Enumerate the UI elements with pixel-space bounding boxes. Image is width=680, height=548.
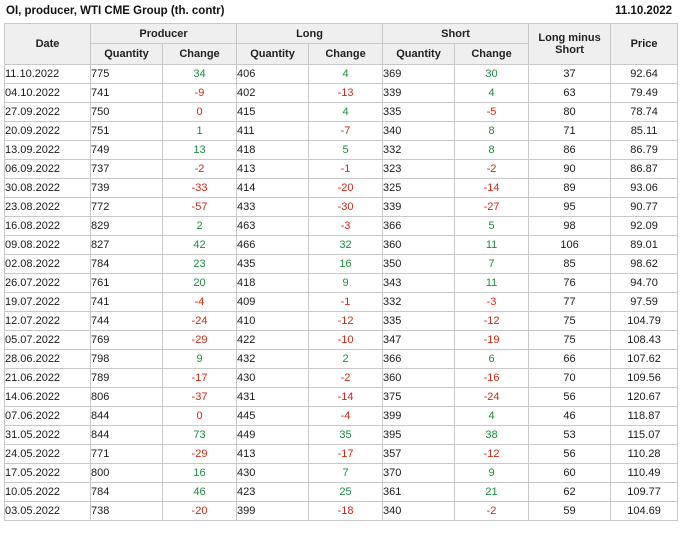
cell-long-quantity: 402: [237, 84, 309, 103]
cell-date: 13.09.2022: [5, 141, 91, 160]
cell-producer-quantity: 827: [91, 236, 163, 255]
cell-short-change: 7: [455, 255, 529, 274]
cell-producer-change: -37: [163, 388, 237, 407]
cell-short-change: -16: [455, 369, 529, 388]
cell-long-minus-short: 95: [529, 198, 611, 217]
report-header: [0, 0, 680, 23]
cell-short-change: 38: [455, 426, 529, 445]
cell-date: 11.10.2022: [5, 65, 91, 84]
cell-date: 30.08.2022: [5, 179, 91, 198]
cell-long-quantity: 422: [237, 331, 309, 350]
cell-long-change: 7: [309, 464, 383, 483]
cell-date: 23.08.2022: [5, 198, 91, 217]
cell-producer-change: -17: [163, 369, 237, 388]
cell-producer-change: 73: [163, 426, 237, 445]
table-header: [5, 24, 678, 65]
cell-producer-quantity: 749: [91, 141, 163, 160]
cell-short-change: 8: [455, 122, 529, 141]
cell-long-quantity: 466: [237, 236, 309, 255]
cell-long-minus-short: 85: [529, 255, 611, 274]
cell-long-quantity: 432: [237, 350, 309, 369]
table-row: [5, 312, 678, 331]
table-row: [5, 122, 678, 141]
cell-producer-change: -9: [163, 84, 237, 103]
cell-long-change: 32: [309, 236, 383, 255]
cell-price: 110.49: [611, 464, 678, 483]
cell-short-quantity: 399: [383, 407, 455, 426]
table-row: [5, 464, 678, 483]
column-group-long: Long: [237, 24, 383, 44]
cell-producer-change: 46: [163, 483, 237, 502]
column-header-producer-change: Change: [163, 44, 237, 65]
column-header-short-change: Change: [455, 44, 529, 65]
cell-producer-change: -2: [163, 160, 237, 179]
cell-producer-quantity: 844: [91, 426, 163, 445]
cell-long-minus-short: 70: [529, 369, 611, 388]
cell-date: 24.05.2022: [5, 445, 91, 464]
cell-price: 110.28: [611, 445, 678, 464]
cell-long-minus-short: 46: [529, 407, 611, 426]
cell-long-change: -1: [309, 293, 383, 312]
table-row: [5, 255, 678, 274]
cell-short-quantity: 395: [383, 426, 455, 445]
cell-short-change: 21: [455, 483, 529, 502]
cell-short-change: -2: [455, 160, 529, 179]
cell-long-minus-short: 59: [529, 502, 611, 521]
cell-long-quantity: 431: [237, 388, 309, 407]
cell-long-quantity: 449: [237, 426, 309, 445]
cell-price: 86.87: [611, 160, 678, 179]
column-header-long-change: Change: [309, 44, 383, 65]
cell-date: 12.07.2022: [5, 312, 91, 331]
cell-producer-change: -57: [163, 198, 237, 217]
table-row: [5, 426, 678, 445]
cell-long-change: 4: [309, 65, 383, 84]
cell-date: 09.08.2022: [5, 236, 91, 255]
cell-long-change: -20: [309, 179, 383, 198]
cell-long-minus-short: 56: [529, 388, 611, 407]
cell-short-change: -12: [455, 445, 529, 464]
cell-producer-quantity: 775: [91, 65, 163, 84]
cell-short-change: 8: [455, 141, 529, 160]
cell-short-quantity: 335: [383, 103, 455, 122]
cell-short-change: -12: [455, 312, 529, 331]
cell-price: 78.74: [611, 103, 678, 122]
cell-producer-change: -33: [163, 179, 237, 198]
cell-short-quantity: 347: [383, 331, 455, 350]
cell-long-change: -10: [309, 331, 383, 350]
report-date: 11.10.2022: [615, 5, 672, 17]
cell-long-minus-short: 37: [529, 65, 611, 84]
cell-producer-quantity: 789: [91, 369, 163, 388]
table-body: [5, 65, 678, 521]
cell-producer-quantity: 744: [91, 312, 163, 331]
table-row: [5, 103, 678, 122]
cell-short-change: -5: [455, 103, 529, 122]
cell-producer-change: 0: [163, 103, 237, 122]
cell-date: 10.05.2022: [5, 483, 91, 502]
cell-producer-change: 20: [163, 274, 237, 293]
cell-long-quantity: 413: [237, 160, 309, 179]
cell-price: 85.11: [611, 122, 678, 141]
cell-long-change: 25: [309, 483, 383, 502]
cell-long-quantity: 463: [237, 217, 309, 236]
column-header-long-minus-short: Long minus Short: [529, 24, 611, 65]
cell-long-change: -18: [309, 502, 383, 521]
table-row: [5, 331, 678, 350]
cell-producer-quantity: 798: [91, 350, 163, 369]
cell-date: 19.07.2022: [5, 293, 91, 312]
cell-date: 04.10.2022: [5, 84, 91, 103]
cell-short-quantity: 340: [383, 502, 455, 521]
column-header-long-quantity: Quantity: [237, 44, 309, 65]
cell-producer-change: 2: [163, 217, 237, 236]
cell-long-quantity: 423: [237, 483, 309, 502]
cell-long-minus-short: 89: [529, 179, 611, 198]
cell-price: 115.07: [611, 426, 678, 445]
cell-producer-change: -24: [163, 312, 237, 331]
table-row: [5, 293, 678, 312]
cell-short-quantity: 357: [383, 445, 455, 464]
table-row: [5, 84, 678, 103]
cell-long-minus-short: 75: [529, 331, 611, 350]
cell-long-quantity: 409: [237, 293, 309, 312]
cell-long-change: -30: [309, 198, 383, 217]
cell-long-quantity: 411: [237, 122, 309, 141]
cell-price: 90.77: [611, 198, 678, 217]
cell-short-quantity: 360: [383, 236, 455, 255]
cell-short-change: 11: [455, 236, 529, 255]
cell-producer-quantity: 751: [91, 122, 163, 141]
cell-date: 21.06.2022: [5, 369, 91, 388]
cell-date: 06.09.2022: [5, 160, 91, 179]
cell-short-quantity: 332: [383, 141, 455, 160]
cell-producer-quantity: 844: [91, 407, 163, 426]
table-row: [5, 407, 678, 426]
open-interest-table: [4, 23, 678, 521]
cell-long-change: -2: [309, 369, 383, 388]
cell-producer-change: 1: [163, 122, 237, 141]
cell-long-change: 5: [309, 141, 383, 160]
page-title: OI, producer, WTI CME Group (th. contr): [6, 5, 225, 17]
cell-date: 27.09.2022: [5, 103, 91, 122]
cell-date: 05.07.2022: [5, 331, 91, 350]
cell-long-quantity: 399: [237, 502, 309, 521]
table-row: [5, 160, 678, 179]
table-row: [5, 217, 678, 236]
cell-long-quantity: 435: [237, 255, 309, 274]
cell-price: 108.43: [611, 331, 678, 350]
cell-date: 03.05.2022: [5, 502, 91, 521]
cell-long-change: 35: [309, 426, 383, 445]
cell-short-quantity: 375: [383, 388, 455, 407]
cell-long-quantity: 430: [237, 464, 309, 483]
column-header-price: Price: [611, 24, 678, 65]
cell-long-quantity: 445: [237, 407, 309, 426]
column-header-producer-quantity: Quantity: [91, 44, 163, 65]
cell-short-change: -3: [455, 293, 529, 312]
cell-short-quantity: 343: [383, 274, 455, 293]
cell-producer-quantity: 784: [91, 255, 163, 274]
cell-long-minus-short: 63: [529, 84, 611, 103]
cell-date: 14.06.2022: [5, 388, 91, 407]
table-row: [5, 141, 678, 160]
cell-short-quantity: 366: [383, 217, 455, 236]
cell-long-quantity: 414: [237, 179, 309, 198]
cell-price: 109.77: [611, 483, 678, 502]
cell-long-quantity: 413: [237, 445, 309, 464]
cell-short-quantity: 339: [383, 84, 455, 103]
cell-price: 109.56: [611, 369, 678, 388]
cell-short-change: -19: [455, 331, 529, 350]
cell-price: 89.01: [611, 236, 678, 255]
cell-date: 28.06.2022: [5, 350, 91, 369]
cell-short-change: 6: [455, 350, 529, 369]
table-row: [5, 483, 678, 502]
cell-long-minus-short: 56: [529, 445, 611, 464]
cell-price: 107.62: [611, 350, 678, 369]
cell-date: 26.07.2022: [5, 274, 91, 293]
cell-producer-quantity: 784: [91, 483, 163, 502]
cell-short-quantity: 369: [383, 65, 455, 84]
cell-short-change: 9: [455, 464, 529, 483]
cell-short-quantity: 350: [383, 255, 455, 274]
table-row: [5, 198, 678, 217]
cell-short-quantity: 361: [383, 483, 455, 502]
cell-long-minus-short: 75: [529, 312, 611, 331]
cell-date: 16.08.2022: [5, 217, 91, 236]
cell-short-quantity: 332: [383, 293, 455, 312]
cell-long-change: -12: [309, 312, 383, 331]
cell-long-minus-short: 53: [529, 426, 611, 445]
cell-long-change: -3: [309, 217, 383, 236]
table-row: [5, 388, 678, 407]
cell-producer-change: 0: [163, 407, 237, 426]
cell-producer-quantity: 739: [91, 179, 163, 198]
cell-short-quantity: 339: [383, 198, 455, 217]
cell-producer-quantity: 806: [91, 388, 163, 407]
cell-long-quantity: 430: [237, 369, 309, 388]
cell-date: 31.05.2022: [5, 426, 91, 445]
cell-producer-change: 9: [163, 350, 237, 369]
cell-short-quantity: 370: [383, 464, 455, 483]
cell-producer-change: -4: [163, 293, 237, 312]
cell-long-quantity: 406: [237, 65, 309, 84]
cell-long-quantity: 418: [237, 141, 309, 160]
cell-price: 94.70: [611, 274, 678, 293]
cell-producer-change: -29: [163, 331, 237, 350]
cell-long-change: -17: [309, 445, 383, 464]
cell-long-change: 16: [309, 255, 383, 274]
cell-short-change: 5: [455, 217, 529, 236]
cell-long-change: -1: [309, 160, 383, 179]
cell-long-minus-short: 60: [529, 464, 611, 483]
cell-producer-quantity: 769: [91, 331, 163, 350]
column-header-date: Date: [5, 24, 91, 65]
cell-long-quantity: 410: [237, 312, 309, 331]
cell-producer-quantity: 741: [91, 293, 163, 312]
cell-long-minus-short: 86: [529, 141, 611, 160]
cell-producer-quantity: 738: [91, 502, 163, 521]
cell-producer-change: -20: [163, 502, 237, 521]
column-group-producer: Producer: [91, 24, 237, 44]
cell-price: 92.09: [611, 217, 678, 236]
cell-price: 92.64: [611, 65, 678, 84]
cell-long-minus-short: 71: [529, 122, 611, 141]
cell-short-change: -24: [455, 388, 529, 407]
cell-price: 104.69: [611, 502, 678, 521]
table-row: [5, 179, 678, 198]
cell-long-minus-short: 66: [529, 350, 611, 369]
cell-long-minus-short: 90: [529, 160, 611, 179]
cell-short-change: -14: [455, 179, 529, 198]
cell-price: 98.62: [611, 255, 678, 274]
cell-producer-change: 42: [163, 236, 237, 255]
cell-producer-change: 13: [163, 141, 237, 160]
cell-long-change: -4: [309, 407, 383, 426]
table-row: [5, 350, 678, 369]
cell-date: 02.08.2022: [5, 255, 91, 274]
table-row: [5, 445, 678, 464]
cell-long-change: -13: [309, 84, 383, 103]
cell-short-change: 4: [455, 407, 529, 426]
cell-long-change: -14: [309, 388, 383, 407]
cell-long-change: -7: [309, 122, 383, 141]
cell-producer-quantity: 771: [91, 445, 163, 464]
cell-producer-change: 16: [163, 464, 237, 483]
column-header-short-quantity: Quantity: [383, 44, 455, 65]
cell-long-quantity: 433: [237, 198, 309, 217]
cell-producer-change: -29: [163, 445, 237, 464]
table-row: [5, 65, 678, 84]
cell-short-quantity: 366: [383, 350, 455, 369]
cell-long-minus-short: 98: [529, 217, 611, 236]
cell-producer-quantity: 750: [91, 103, 163, 122]
cell-long-minus-short: 80: [529, 103, 611, 122]
cell-producer-change: 34: [163, 65, 237, 84]
cell-long-minus-short: 77: [529, 293, 611, 312]
column-group-short: Short: [383, 24, 529, 44]
cell-producer-quantity: 829: [91, 217, 163, 236]
cell-short-quantity: 323: [383, 160, 455, 179]
cell-short-change: -27: [455, 198, 529, 217]
cell-date: 17.05.2022: [5, 464, 91, 483]
cell-short-change: 4: [455, 84, 529, 103]
cell-price: 79.49: [611, 84, 678, 103]
cell-long-minus-short: 62: [529, 483, 611, 502]
cell-price: 97.59: [611, 293, 678, 312]
cell-producer-quantity: 800: [91, 464, 163, 483]
cell-producer-quantity: 741: [91, 84, 163, 103]
cell-short-change: 11: [455, 274, 529, 293]
cell-producer-quantity: 737: [91, 160, 163, 179]
cell-long-change: 4: [309, 103, 383, 122]
cell-short-quantity: 325: [383, 179, 455, 198]
cell-short-quantity: 335: [383, 312, 455, 331]
cell-short-quantity: 360: [383, 369, 455, 388]
cell-price: 104.79: [611, 312, 678, 331]
cell-long-quantity: 415: [237, 103, 309, 122]
cell-long-change: 2: [309, 350, 383, 369]
table-row: [5, 236, 678, 255]
cell-long-minus-short: 76: [529, 274, 611, 293]
cell-long-quantity: 418: [237, 274, 309, 293]
cell-producer-quantity: 761: [91, 274, 163, 293]
cell-long-change: 9: [309, 274, 383, 293]
cell-price: 93.06: [611, 179, 678, 198]
table-row: [5, 274, 678, 293]
cell-producer-change: 23: [163, 255, 237, 274]
cell-short-change: -2: [455, 502, 529, 521]
cell-date: 20.09.2022: [5, 122, 91, 141]
cell-date: 07.06.2022: [5, 407, 91, 426]
cell-price: 120.67: [611, 388, 678, 407]
cell-short-quantity: 340: [383, 122, 455, 141]
cell-price: 118.87: [611, 407, 678, 426]
cell-short-change: 30: [455, 65, 529, 84]
cell-long-minus-short: 106: [529, 236, 611, 255]
table-row: [5, 502, 678, 521]
cell-price: 86.79: [611, 141, 678, 160]
cell-producer-quantity: 772: [91, 198, 163, 217]
table-row: [5, 369, 678, 388]
